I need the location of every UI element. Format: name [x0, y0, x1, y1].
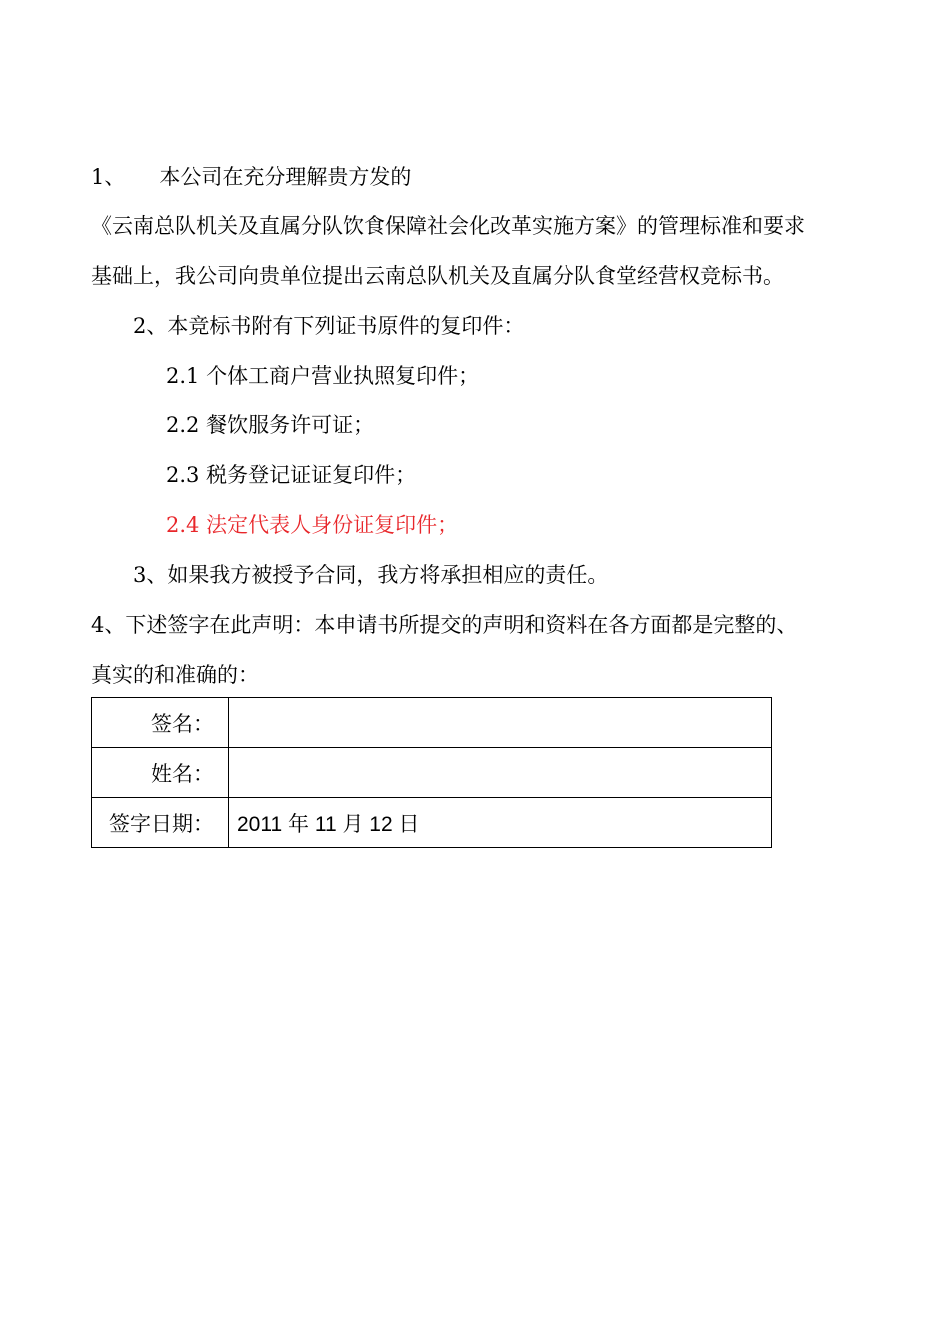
item-3: 3、如果我方被授予合同，我方将承担相应的责任。 [133, 563, 609, 587]
name-label: 姓名： [92, 748, 229, 798]
item-1-line-3: 基础上，我公司向贵单位提出云南总队机关及直属分队食堂经营权竞标书。 [91, 264, 784, 288]
item-2-1: 2.1 个体工商户营业执照复印件； [166, 364, 480, 388]
sign-date-label: 签字日期： [92, 798, 229, 848]
signature-field[interactable] [229, 698, 772, 748]
name-field[interactable] [229, 748, 772, 798]
item-4-line-1: 4、下述签字在此声明：本申请书所提交的声明和资料在各方面都是完整的、 [91, 613, 798, 637]
signature-label: 签名： [92, 698, 229, 748]
table-row [92, 748, 772, 798]
item-1 [91, 163, 411, 191]
sign-date-field[interactable]: 2011 年 11 月 12 日 [229, 798, 772, 848]
item-2-3: 2.3 税务登记证证复印件； [166, 463, 417, 487]
table-row [92, 698, 772, 748]
signature-table [91, 697, 772, 848]
item-2: 2、本竞标书附有下列证书原件的复印件： [133, 314, 525, 338]
item-1-line-2: 《云南总队机关及直属分队饮食保障社会化改革实施方案》的管理标准和要求 [91, 214, 805, 238]
table-row [92, 798, 772, 848]
item-1-number: 1、 [91, 165, 126, 189]
item-1-text: 本公司在充分理解贵方发的 [159, 165, 412, 189]
item-4-line-2: 真实的和准确的： [91, 663, 259, 687]
item-2-2: 2.2 餐饮服务许可证； [166, 413, 375, 437]
item-2-4: 2.4 法定代表人身份证复印件； [166, 513, 459, 537]
